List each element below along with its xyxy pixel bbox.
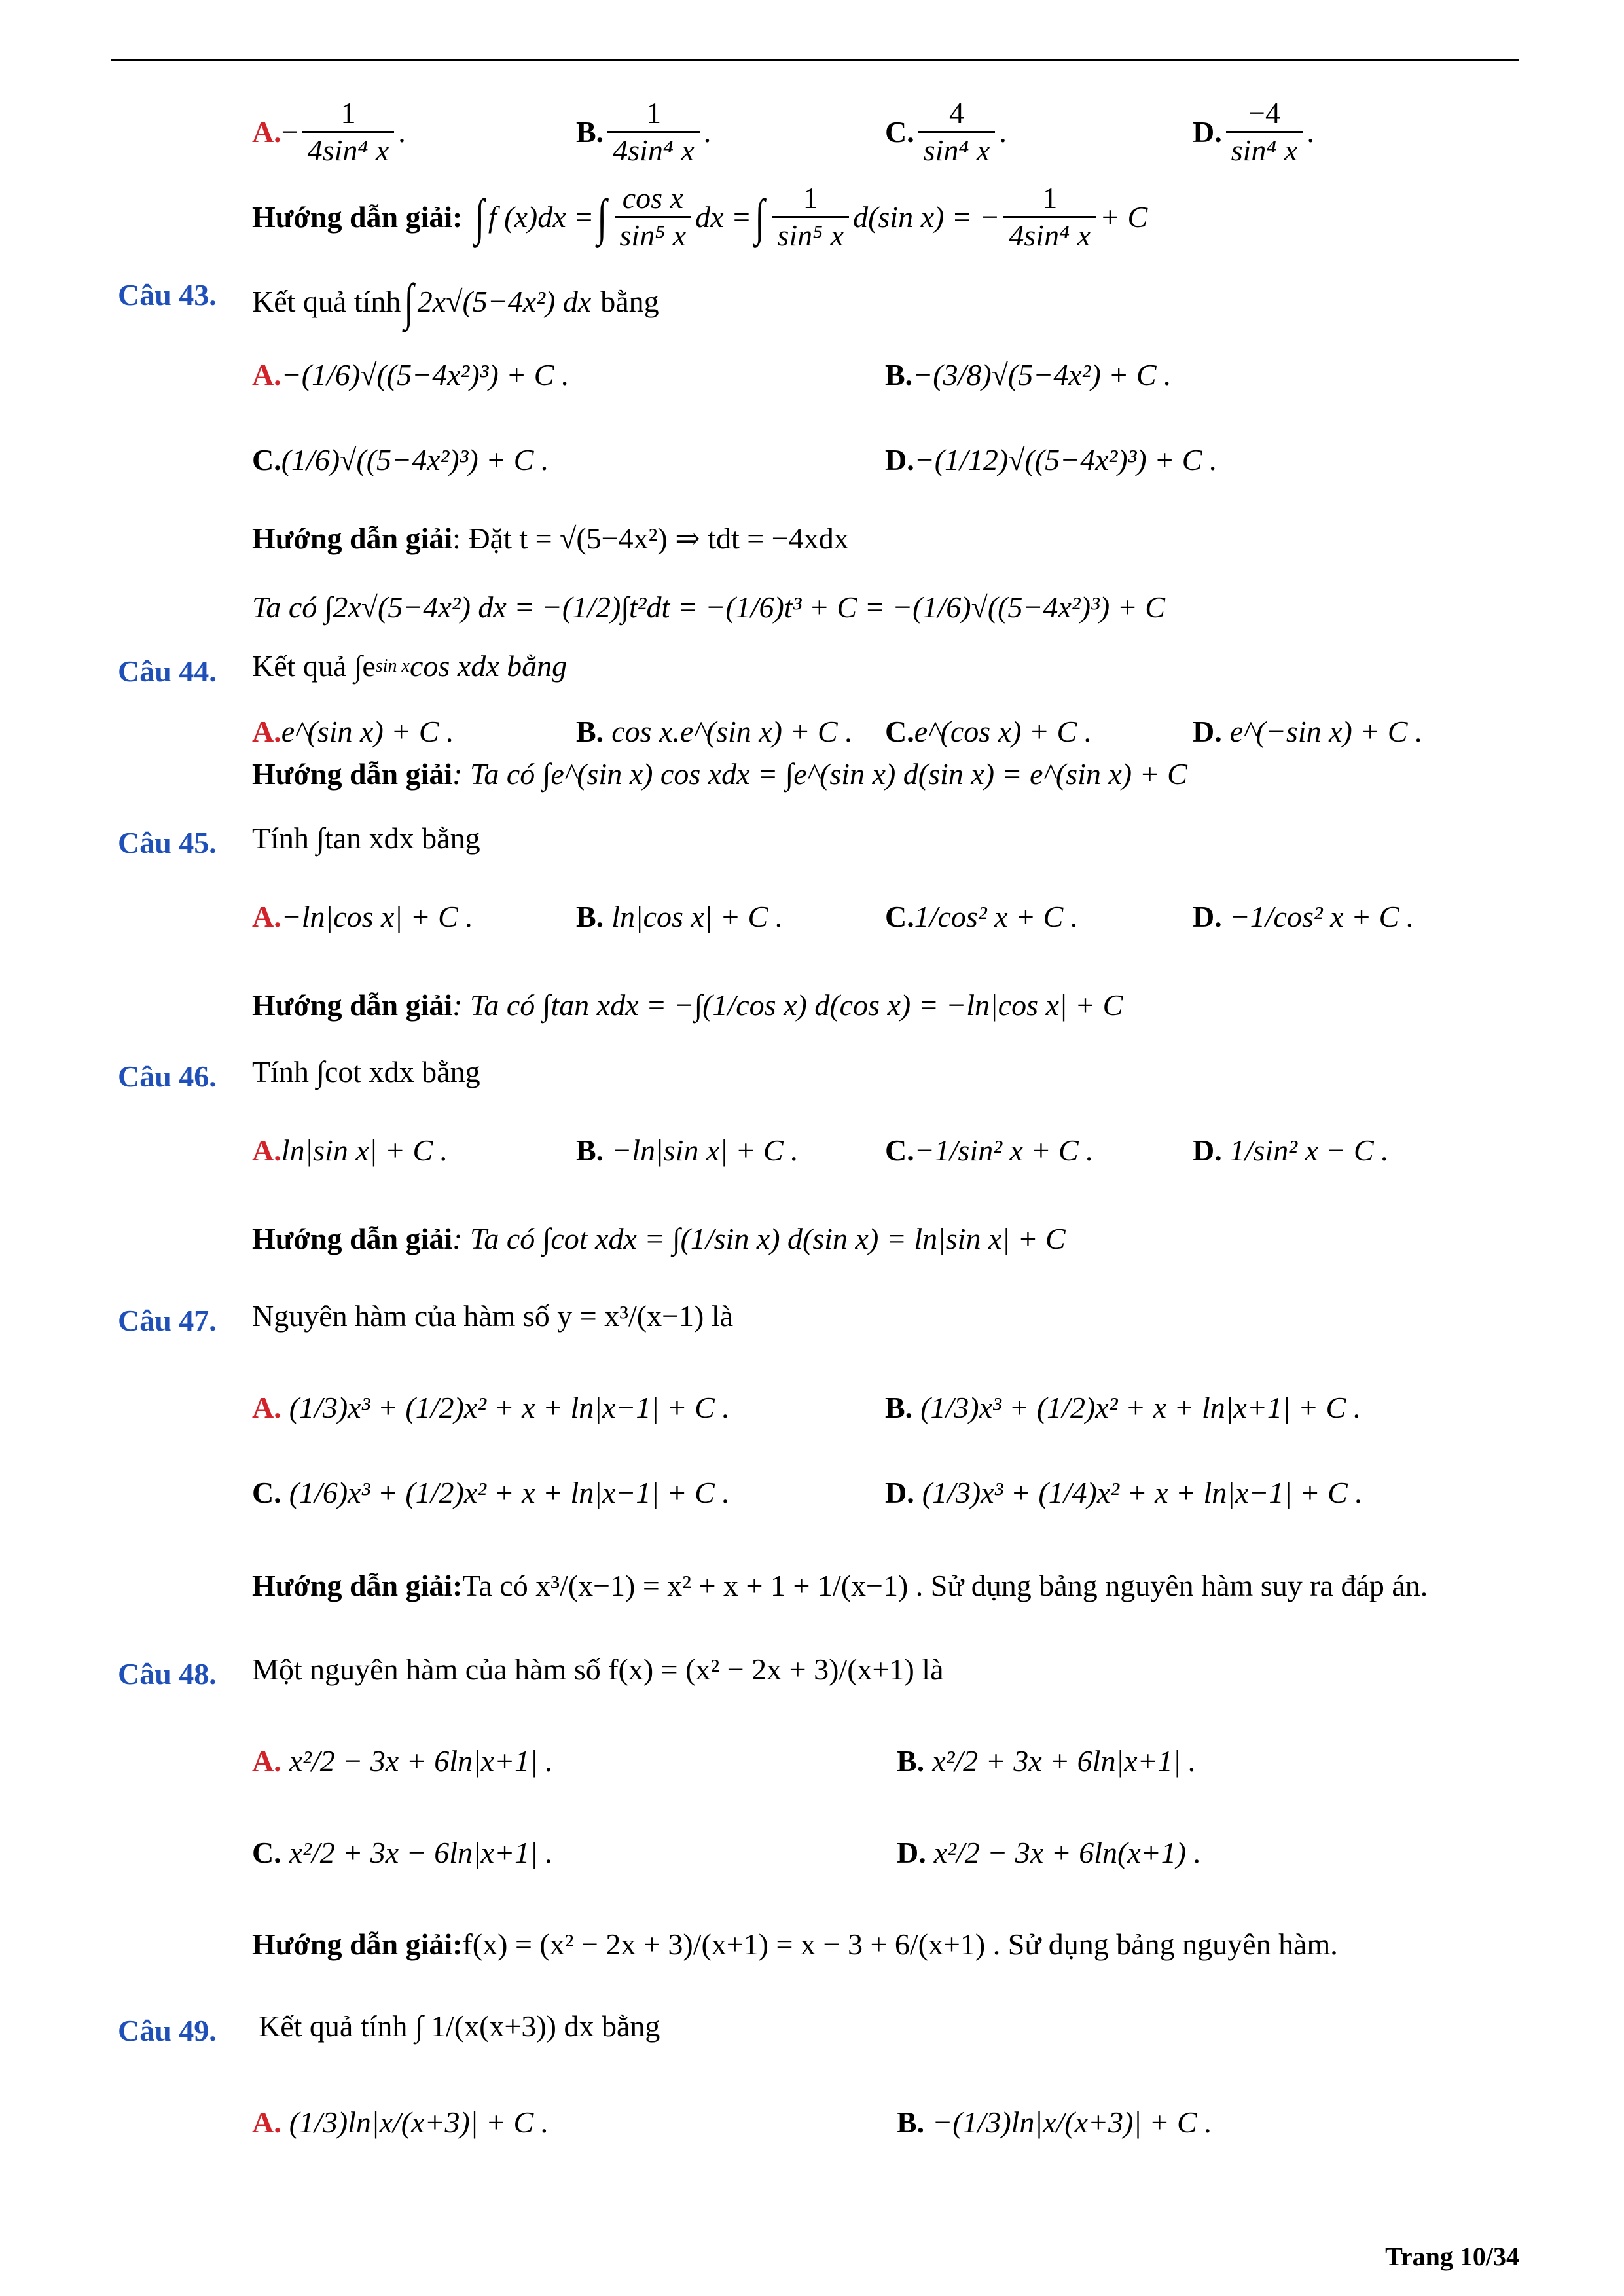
- option-c[interactable]: [885, 717, 1092, 747]
- option-expr: −(1/3)ln|x/(x+3)| + C .: [932, 2106, 1212, 2139]
- question-number: Câu 46.: [118, 1060, 217, 1093]
- stem-tail: cos xdx bằng: [409, 649, 568, 683]
- hint-label: Hướng dẫn giải: [252, 757, 453, 791]
- option-label: A.: [252, 358, 281, 391]
- option-c[interactable]: [885, 902, 1078, 932]
- hint-text: : Ta có ∫cot xdx = ∫(1/sin x) d(sin x) = ln|sin x| + C: [452, 1222, 1066, 1255]
- option-c[interactable]: [885, 1136, 1094, 1166]
- option-c[interactable]: [885, 98, 1007, 166]
- denominator: 4sin⁴ x: [607, 131, 700, 166]
- hint-expr: + C: [1099, 200, 1148, 234]
- question-text: [252, 823, 480, 853]
- question-number: Câu 49.: [118, 2014, 217, 2047]
- option-expr: x²/2 + 3x + 6ln|x+1| .: [932, 1744, 1197, 1778]
- option-label: C.: [252, 443, 281, 476]
- option-d[interactable]: [1193, 717, 1423, 747]
- period: .: [999, 115, 1007, 149]
- option-expr: e^(sin x) + C .: [281, 715, 454, 748]
- fraction: [1003, 183, 1096, 251]
- option-expr: −(3/8)√(5−4x²) + C .: [912, 358, 1172, 391]
- option-expr: (1/6)x³ + (1/2)x² + x + ln|x−1| + C .: [289, 1476, 730, 1509]
- stem-text: Một nguyên hàm của hàm số f(x) = (x² − 2x + 3)/(x+1) là: [252, 1653, 944, 1686]
- option-expr: −1/sin² x + C .: [914, 1134, 1094, 1167]
- option-label: A.: [252, 1134, 281, 1167]
- hint-text: : Ta có ∫tan xdx = −∫(1/cos x) d(cos x) = −ln|cos x| + C: [452, 988, 1123, 1022]
- option-label: B.: [885, 358, 913, 391]
- option-expr: e^(−sin x) + C .: [1229, 715, 1423, 748]
- numerator: −4: [1248, 96, 1280, 130]
- option-label: C.: [885, 715, 914, 748]
- hint-q45: [252, 990, 1123, 1020]
- option-label: C.: [885, 1134, 914, 1167]
- option-label: A.: [252, 900, 281, 933]
- period: .: [703, 115, 712, 149]
- superscript: sin x: [375, 656, 410, 676]
- option-d[interactable]: [1193, 902, 1414, 932]
- hint-expr: f (x)dx =: [488, 200, 594, 234]
- hint-text: f(x) = (x² − 2x + 3)/(x+1) = x − 3 + 6/(x+1) . Sử dụng bảng nguyên hàm.: [462, 1928, 1338, 1961]
- option-a[interactable]: [252, 2108, 549, 2138]
- option-a[interactable]: [252, 360, 569, 390]
- numerator: cos x: [622, 181, 683, 215]
- option-label: B.: [576, 115, 604, 149]
- hint-q48: [252, 1929, 1338, 1960]
- question-text: [252, 651, 567, 681]
- hint-q44: [252, 759, 1187, 789]
- option-b[interactable]: [576, 717, 853, 747]
- stem-text: Kết quả tính ∫ 1/(x(x+3)) dx bằng: [259, 2009, 660, 2043]
- option-expr: −ln|cos x| + C .: [281, 900, 473, 933]
- option-expr: −(1/12)√((5−4x²)³) + C .: [914, 443, 1218, 476]
- option-label: C.: [885, 900, 914, 933]
- option-expr: −ln|sin x| + C .: [611, 1134, 799, 1167]
- option-label: D.: [885, 1476, 914, 1509]
- option-label: A.: [252, 2106, 281, 2139]
- stem-tail: bằng: [600, 285, 659, 318]
- option-expr: ln|cos x| + C .: [611, 900, 784, 933]
- denominator: sin⁴ x: [1226, 131, 1303, 166]
- fraction: [772, 183, 849, 251]
- option-b[interactable]: [576, 902, 783, 932]
- option-expr: (1/3)x³ + (1/2)x² + x + ln|x−1| + C .: [289, 1391, 730, 1424]
- option-label: C.: [252, 1476, 281, 1509]
- option-label: A.: [252, 715, 281, 748]
- option-a[interactable]: [252, 902, 473, 932]
- numerator: 1: [803, 181, 818, 215]
- stem-text: Kết quả ∫e: [252, 649, 376, 683]
- option-a[interactable]: [252, 1393, 730, 1423]
- option-label: D.: [885, 443, 914, 476]
- option-expr: (1/3)x³ + (1/2)x² + x + ln|x+1| + C .: [920, 1391, 1362, 1424]
- numerator: 1: [645, 96, 661, 130]
- option-b[interactable]: [576, 1136, 799, 1166]
- option-expr: e^(cos x) + C .: [914, 715, 1092, 748]
- integral-sign: ∫: [755, 188, 765, 245]
- hint-expr: d(sin x) = −: [853, 200, 1000, 234]
- option-label: A.: [252, 115, 281, 149]
- hint-expr: dx =: [695, 200, 752, 234]
- option-d[interactable]: [897, 1838, 1201, 1868]
- question-number: Câu 43.: [118, 278, 217, 312]
- hint-label: Hướng dẫn giải: [252, 988, 453, 1022]
- question-number: Câu 48.: [118, 1657, 217, 1691]
- option-b[interactable]: [885, 1393, 1361, 1423]
- page-number: Trang 10/34: [1385, 2242, 1519, 2271]
- option-expr: 1/cos² x + C .: [914, 900, 1079, 933]
- question-number: Câu 45.: [118, 826, 217, 859]
- option-a[interactable]: [252, 717, 454, 747]
- hint-text: Ta có ∫2x√(5−4x²) dx = −(1/2)∫t²dt = −(1/6)t³ + C = −(1/6)√((5−4x²)³) + C: [252, 590, 1165, 624]
- option-label: C.: [885, 115, 914, 149]
- integral-sign: ∫: [597, 188, 607, 245]
- numerator: 1: [340, 96, 356, 130]
- option-d[interactable]: [1193, 98, 1314, 166]
- option-expr: x²/2 − 3x + 6ln|x+1| .: [289, 1744, 553, 1778]
- denominator: 4sin⁴ x: [302, 131, 395, 166]
- option-label: D.: [1193, 115, 1222, 149]
- integral-sign: ∫: [404, 273, 414, 330]
- fraction: [615, 183, 692, 251]
- option-a[interactable]: [252, 98, 406, 166]
- question-text: [252, 1655, 944, 1685]
- hint-text: : Ta có ∫e^(sin x) cos xdx = ∫e^(sin x) d(sin x) = e^(sin x) + C: [452, 757, 1187, 791]
- option-b[interactable]: [576, 98, 711, 166]
- stem-text: Nguyên hàm của hàm số y = x³/(x−1) là: [252, 1299, 734, 1333]
- denominator: sin⁵ x: [772, 216, 849, 251]
- question-text: [252, 1301, 733, 1331]
- question-number: Câu 44.: [118, 655, 217, 688]
- stem-text: Kết quả tính: [252, 285, 401, 318]
- option-d[interactable]: [885, 1478, 1363, 1508]
- option-c[interactable]: [252, 445, 549, 475]
- denominator: 4sin⁴ x: [1003, 216, 1096, 251]
- option-c[interactable]: [252, 1838, 553, 1868]
- stem-text: Tính ∫tan xdx bằng: [252, 821, 480, 855]
- option-label: D.: [1193, 900, 1222, 933]
- option-label: B.: [897, 2106, 925, 2139]
- hint-q47: [252, 1571, 1428, 1601]
- question-text: [252, 1057, 480, 1087]
- option-d[interactable]: [885, 445, 1217, 475]
- period: .: [398, 115, 406, 149]
- option-label: B.: [576, 900, 604, 933]
- hint-q43-line2: [252, 592, 1165, 622]
- option-label: A.: [252, 1744, 281, 1778]
- option-b[interactable]: [897, 2108, 1212, 2138]
- option-label: B.: [576, 715, 604, 748]
- question-text: [252, 273, 659, 330]
- option-label: D.: [1193, 1134, 1222, 1167]
- hint-q42: [252, 183, 1147, 251]
- hint-label: Hướng dẫn giải:: [252, 1569, 463, 1602]
- option-label: D.: [1193, 715, 1222, 748]
- hint-label: Hướng dẫn giải: [252, 1222, 453, 1255]
- option-d[interactable]: [1193, 1136, 1389, 1166]
- option-label: B.: [897, 1744, 925, 1778]
- denominator: sin⁵ x: [615, 216, 692, 251]
- option-expr: −(1/6)√((5−4x²)³) + C .: [281, 358, 569, 391]
- hint-text: : Đặt t = √(5−4x²) ⇒ tdt = −4xdx: [452, 522, 849, 555]
- option-b[interactable]: [885, 360, 1172, 390]
- hint-text: Ta có x³/(x−1) = x² + x + 1 + 1/(x−1) . Sử dụng bảng nguyên hàm suy ra đáp án.: [462, 1569, 1428, 1602]
- integral-sign: ∫: [475, 188, 485, 245]
- option-label: B.: [576, 1134, 604, 1167]
- option-expr: ln|sin x| + C .: [281, 1134, 448, 1167]
- period: .: [1307, 115, 1314, 149]
- option-b[interactable]: [897, 1746, 1196, 1776]
- question-text: [259, 2011, 660, 2041]
- fraction: [918, 98, 996, 166]
- stem-expr: 2x√(5−4x²) dx: [417, 285, 592, 318]
- option-expr: (1/3)x³ + (1/4)x² + x + ln|x−1| + C .: [922, 1476, 1363, 1509]
- fraction: [1226, 98, 1303, 166]
- option-expr: (1/6)√((5−4x²)³) + C .: [281, 443, 549, 476]
- hint-q46: [252, 1224, 1066, 1254]
- option-c[interactable]: [252, 1478, 730, 1508]
- option-label: B.: [885, 1391, 913, 1424]
- option-a[interactable]: [252, 1746, 553, 1776]
- hint-q43: [252, 524, 849, 554]
- option-expr: −1/cos² x + C .: [1229, 900, 1415, 933]
- option-expr: x²/2 + 3x − 6ln|x+1| .: [289, 1836, 553, 1869]
- denominator: sin⁴ x: [918, 131, 996, 166]
- option-label: A.: [252, 1391, 281, 1424]
- option-a[interactable]: [252, 1136, 448, 1166]
- minus-sign: −: [281, 115, 298, 149]
- fraction: [607, 98, 700, 166]
- stem-text: Tính ∫cot xdx bằng: [252, 1055, 480, 1088]
- option-expr: (1/3)ln|x/(x+3)| + C .: [289, 2106, 549, 2139]
- option-label: C.: [252, 1836, 281, 1869]
- option-expr: cos x.e^(sin x) + C .: [611, 715, 853, 748]
- question-number: Câu 47.: [118, 1304, 217, 1337]
- numerator: 1: [1042, 181, 1058, 215]
- hint-label: Hướng dẫn giải:: [252, 200, 463, 234]
- option-label: D.: [897, 1836, 926, 1869]
- top-rule: [111, 59, 1519, 61]
- fraction: [302, 98, 395, 166]
- hint-label: Hướng dẫn giải:: [252, 1928, 463, 1961]
- numerator: 4: [949, 96, 965, 130]
- option-expr: 1/sin² x − C .: [1229, 1134, 1389, 1167]
- option-expr: x²/2 − 3x + 6ln(x+1) .: [933, 1836, 1202, 1869]
- hint-label: Hướng dẫn giải: [252, 522, 453, 555]
